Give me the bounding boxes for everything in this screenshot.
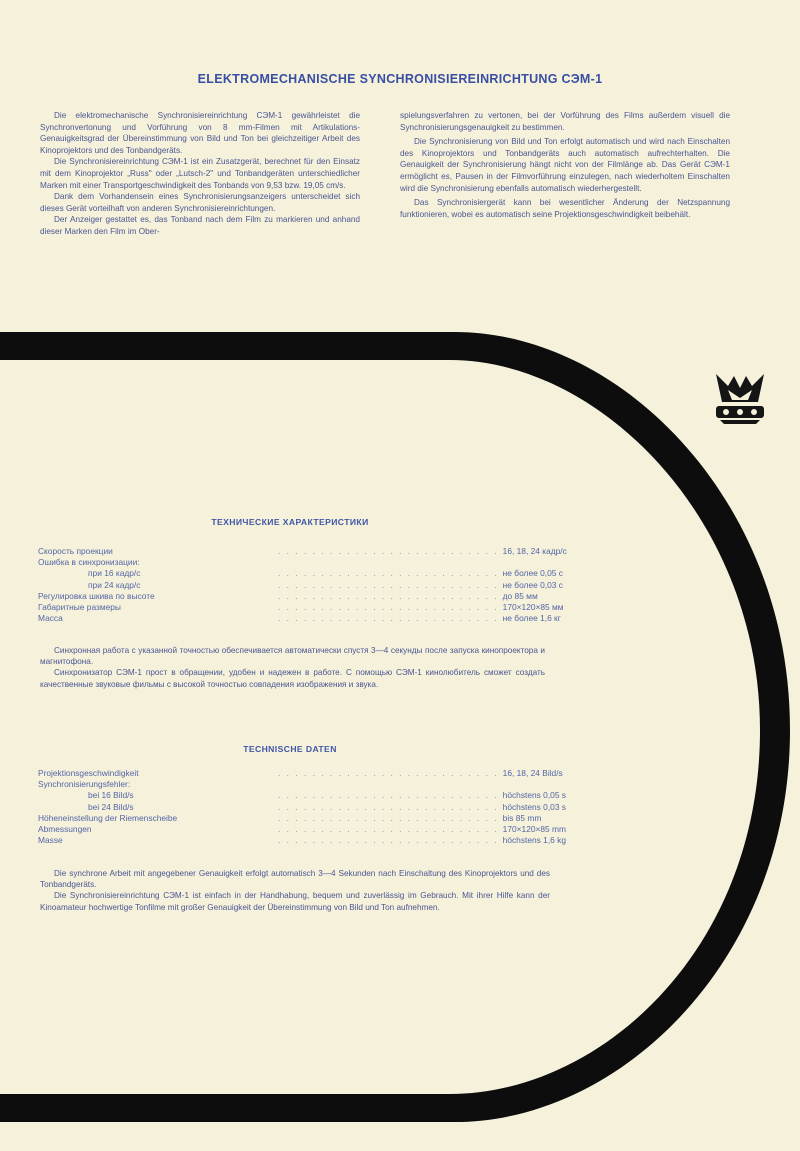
de-specs-table bbox=[38, 768, 566, 846]
spec-row bbox=[38, 613, 561, 624]
spec-label: Synchronisierungsfehler: bbox=[38, 779, 133, 789]
leader-dots: . . . . . . . . . . . . . . . . . . . . . . . . . . bbox=[278, 801, 499, 812]
spec-row bbox=[38, 813, 558, 824]
spec-label: Abmessungen bbox=[38, 824, 95, 834]
de-specs-heading: TECHNISCHE DATEN bbox=[243, 744, 337, 754]
leader-dots: . . . . . . . . . . . . . . . . . . . . . . . . . . bbox=[278, 546, 499, 556]
spec-value: не более 0,05 с bbox=[502, 568, 563, 579]
ru-specs-table bbox=[38, 546, 567, 624]
spec-row bbox=[38, 779, 558, 790]
spec-label: Габаритные размеры bbox=[38, 602, 124, 612]
spec-label: bei 24 Bild/s bbox=[38, 802, 137, 812]
ru-note-paragraph: Синхронная работа с указанной точностью обеспечивается автоматически спустя 3—4 секунды после запуска кинопроектора и магнитофона. bbox=[40, 646, 545, 667]
intro-paragraph: Der Anzeiger gestattet es, das Tonband nach dem Film zu markieren und anhand dieser Marken den Film im Ober- bbox=[40, 215, 360, 236]
spec-row bbox=[38, 790, 566, 801]
spec-label: при 16 кадр/с bbox=[38, 568, 143, 578]
spec-row bbox=[38, 546, 567, 557]
leader-dots: . . . . . . . . . . . . . . . . . . . . . . . . . . bbox=[278, 835, 499, 846]
ru-note-paragraph: Синхронизатор СЭМ-1 прост в обращении, удобен и надежен в работе. С помощью СЭМ-1 кинолюбитель сможет создать качественные звуковые фильмы с высокой точностью совпадения изображения и звука. bbox=[40, 668, 545, 689]
intro-column-left bbox=[40, 110, 360, 238]
spec-row bbox=[38, 579, 563, 591]
ru-notes bbox=[40, 645, 545, 690]
intro-paragraph: Dank dem Vorhandensein eines Synchronisierungsanzeigers unterscheidet sich dieses Gerät vorteilhaft von anderen Synchronisiereinrichtungen. bbox=[40, 192, 360, 213]
spec-label: Масса bbox=[38, 613, 66, 623]
leader-dots bbox=[278, 779, 428, 790]
spec-value bbox=[428, 557, 558, 568]
spec-row bbox=[38, 835, 566, 846]
leader-dots: . . . . . . . . . . . . . . . . . . . . . . . . . . bbox=[278, 613, 499, 624]
spec-value: до 85 мм bbox=[502, 590, 538, 601]
spec-label: Höheneinstellung der Riemenscheibe bbox=[38, 813, 180, 823]
leader-dots: . . . . . . . . . . . . . . . . . . . . . . . . . . bbox=[278, 601, 499, 612]
ru-specs-heading: ТЕХНИЧЕСКИЕ ХАРАКТЕРИСТИКИ bbox=[211, 517, 369, 527]
intro-paragraph: Die elektromechanische Synchronisiereinrichtung СЭМ-1 gewährleistet die Synchronvertonung und Vorführung von 8 mm-Filmen mit Artikulations-Genauigkeitsgrad der Übereinstimmung von Bild und Ton bei gleichzeitiger Arbeit des Kinoprojektors und des Tonbandgeräts. bbox=[40, 111, 360, 155]
spec-label: Скорость проекции bbox=[38, 546, 116, 556]
leader-dots: . . . . . . . . . . . . . . . . . . . . . . . . . . bbox=[278, 590, 499, 601]
intro-column-right bbox=[400, 110, 730, 220]
spec-value: höchstens 0,03 s bbox=[502, 801, 566, 812]
spec-label: при 24 кадр/с bbox=[38, 580, 143, 590]
spec-value bbox=[428, 779, 558, 790]
leader-dots: . . . . . . . . . . . . . . . . . . . . . . . . . . bbox=[278, 823, 499, 834]
spec-row bbox=[38, 601, 564, 613]
spec-label: Ошибка в синхронизации: bbox=[38, 557, 143, 567]
spec-row bbox=[38, 823, 566, 835]
spec-row bbox=[38, 568, 563, 579]
leader-dots: . . . . . . . . . . . . . . . . . . . . . . . . . . bbox=[278, 790, 499, 801]
leader-dots: . . . . . . . . . . . . . . . . . . . . . . . . . . bbox=[278, 768, 499, 778]
intro-paragraph: spielungsverfahren zu vertonen, bei der Vorführung des Films außerdem visuell die Synchronisierungsgenauigkeit zu bestimmen. bbox=[400, 111, 730, 132]
spec-value: 16, 18, 24 Bild/s bbox=[502, 768, 563, 778]
page-title: ELEKTROMECHANISCHE SYNCHRONISIEREINRICHTUNG СЭМ-1 bbox=[197, 72, 603, 86]
de-note-paragraph: Die Synchronisiereinrichtung СЭМ-1 ist einfach in der Handhabung, bequem und zuverlässig im Gebrauch. Mit ihrer Hilfe kann der Kinoamateur hochwertige Tonfilme mit großer Genauigkeit der Übereinstimmung von Bild und Ton aufnehmen. bbox=[40, 891, 550, 912]
spec-row bbox=[38, 768, 563, 779]
band-shape bbox=[0, 332, 790, 1122]
spec-row bbox=[38, 801, 566, 813]
spec-value: bis 85 mm bbox=[502, 812, 542, 823]
de-note-paragraph: Die synchrone Arbeit mit angegebener Genauigkeit erfolgt automatisch 3—4 Sekunden nach Einschaltung des Kinoprojektors und des Tonbandgeräts. bbox=[40, 869, 550, 890]
spec-label: Masse bbox=[38, 835, 66, 845]
spec-value: 16, 18, 24 кадр/с bbox=[502, 546, 567, 556]
spec-value: höchstens 0,05 s bbox=[502, 790, 566, 801]
spec-label: bei 16 Bild/s bbox=[38, 790, 137, 800]
leader-dots: . . . . . . . . . . . . . . . . . . . . . . . . . . bbox=[278, 579, 499, 590]
spec-value: 170×120×85 mm bbox=[502, 823, 566, 834]
leader-dots bbox=[278, 557, 428, 568]
intro-paragraph: Die Synchronisiereinrichtung СЭМ-1 ist ein Zusatzgerät, berechnet für den Einsatz mit dem Kinoprojektor „Russ" oder „Lutsch-2" und Tonbandgeräten unterschiedlicher Marken mit einer Transportgeschwindigkeit des Tonbands von 9,53 bzw. 19,05 cm/s. bbox=[40, 157, 360, 190]
factory-emblem-icon bbox=[712, 368, 768, 428]
intro-paragraph: Die Synchronisierung von Bild und Ton erfolgt automatisch und wird nach Einschalten des Kinoprojektors und Tonbandgeräts auch automatisch aufrechterhalten. Die Genauigkeit der Synchronisierung hängt nicht von der Filmlänge ab. Das Gerät СЭМ-1 ermöglicht es, Pausen in der Filmvorführung einzulegen, nach wiederholtem Einschalten wird die Synchronisierung ebenfalls automatisch wiederhergestellt. bbox=[400, 137, 730, 193]
spec-row bbox=[38, 591, 558, 602]
intro-paragraph: Das Synchronisiergerät kann bei wesentlicher Änderung der Netzspannung funktionieren, wobei es automatisch seine Projektionsgeschwindigkeit beibehält. bbox=[400, 198, 730, 219]
leader-dots: . . . . . . . . . . . . . . . . . . . . . . . . . . bbox=[278, 812, 499, 823]
spec-value: 170×120×85 мм bbox=[502, 601, 564, 612]
spec-label: Регулировка шкива по высоте bbox=[38, 591, 158, 601]
spec-row bbox=[38, 557, 558, 568]
de-notes bbox=[40, 868, 550, 913]
spec-label: Projektionsgeschwindigkeit bbox=[38, 768, 142, 778]
leader-dots: . . . . . . . . . . . . . . . . . . . . . . . . . . bbox=[278, 568, 499, 579]
spec-value: не более 1,6 кг bbox=[502, 613, 561, 624]
spec-value: höchstens 1,6 kg bbox=[502, 835, 566, 846]
spec-value: не более 0,03 с bbox=[502, 579, 563, 590]
